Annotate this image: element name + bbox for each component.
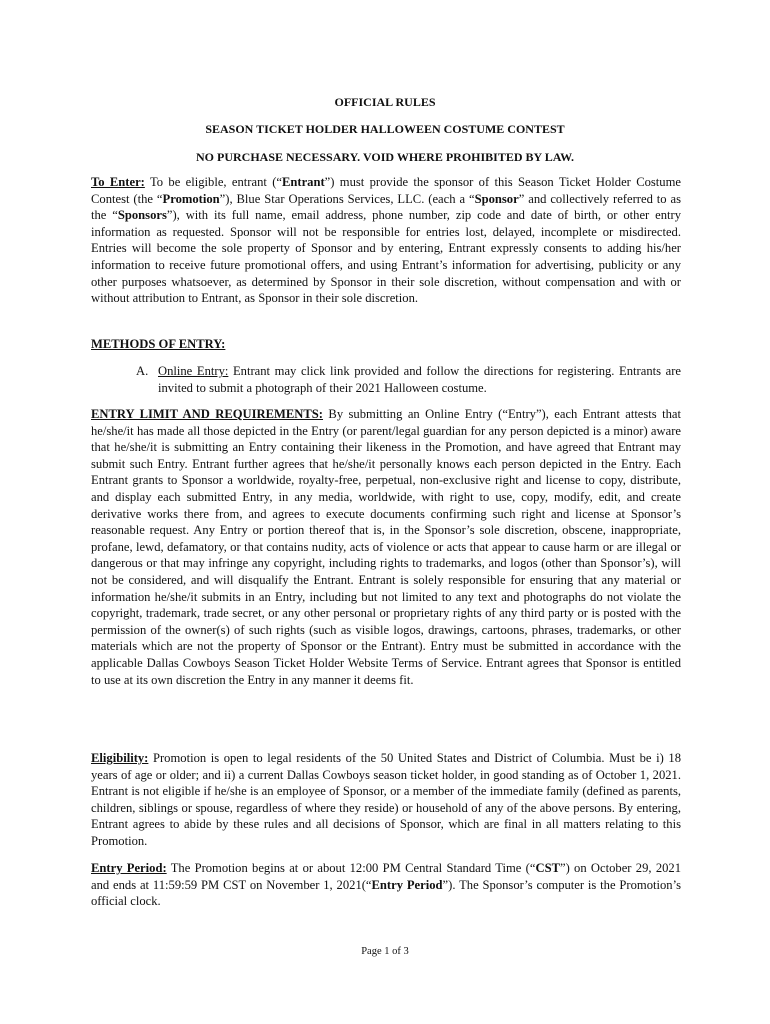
eligibility-text: Promotion is open to legal residents of the 50 United States and District of Columbia. Must be i) 18 years of age or older; and ii) a current Dallas Cowboys season ticket holder, in good standing as of October 1, 2021. Entrant is not eligible if he/she is an employee of Sponsor, or a member of the immediate family (defined as parents, children, siblings or spouse, regardless of where they reside) or household of any of the above persons. By entering, Entrant agrees to abide by these rules and all decisions of Sponsor, which are final in all matters relating to this Promotion. xyxy=(91,751,681,848)
to-enter-text-2: ”) must provide the sponsor of this Season Ticket Holder Costume Contest (the “ xyxy=(91,175,681,206)
section-entry-limit xyxy=(91,406,681,688)
section-methods-heading xyxy=(91,336,681,353)
eligibility-label: Eligibility: xyxy=(91,751,149,765)
to-enter-label: To Enter: xyxy=(91,175,145,189)
methods-item-online-entry xyxy=(158,363,681,396)
to-enter-text-4: ” and collectively referred to as the “ xyxy=(91,191,682,223)
to-enter-text-5: ”), with its full name, email address, phone number, zip code and date of birth, or other entry information as requested. Sponsor will not be responsible for entries lost, delayed, incomplete or misdirected. Entries will become the sole property of Sponsor and by entering, Entrant expressly consents to adding his/her information to receive future promotional offers, and using Entrant’s information for advertising, publicity or any other purposes whatsoever, as determined by Sponsor in their sole discretion, without compensation and with or without attribution to Entrant, as Sponsor in their sole discretion. xyxy=(91,208,682,306)
to-enter-text-3: ”), Blue Star Operations Services, LLC. (each a “ xyxy=(219,191,475,206)
online-entry-text: Entrant may click link provided and follow the directions for registering. Entrants are invited to submit a photograph of their 2021 Halloween costume. xyxy=(158,364,682,395)
title-official-rules: OFFICIAL RULES xyxy=(334,95,436,109)
term-entry-period: Entry Period xyxy=(371,877,443,892)
term-promotion: Promotion xyxy=(162,191,220,206)
term-sponsors: Sponsors xyxy=(117,208,167,223)
methods-item-marker: A. xyxy=(136,364,149,378)
entry-period-text-1: The Promotion begins at or about 12:00 PM Central Standard Time (“ xyxy=(166,861,536,875)
entry-limit-label: ENTRY LIMIT AND REQUIREMENTS: xyxy=(91,407,324,421)
term-cst: CST xyxy=(535,861,560,875)
entry-period-text-3: ”). The Sponsor’s computer is the Promotion’s official clock. xyxy=(91,877,681,909)
title-contest-name: SEASON TICKET HOLDER HALLOWEEN COSTUME CONTEST xyxy=(205,122,565,136)
methods-label: METHODS OF ENTRY: xyxy=(91,337,226,351)
entry-period-text-2: ”) on October 29, 2021 and ends at 11:59:59 PM CST on November 1, 2021(“ xyxy=(91,861,682,892)
section-eligibility xyxy=(91,750,681,850)
title-no-purchase: NO PURCHASE NECESSARY. VOID WHERE PROHIBITED BY LAW. xyxy=(196,150,574,164)
term-sponsor: Sponsor xyxy=(474,191,519,206)
to-enter-text-1: To be eligible, entrant (“ xyxy=(144,175,282,189)
entry-limit-text: By submitting an Online Entry (“Entry”), each Entrant attests that he/she/it has made all those depicted in the Entry (or parent/legal guardian for any person depicted is a minor) aware that he/she/it is submitting an Entry containing their likeness in the Promotion, and have agreed that Entrant may submit such Entry. Entrant further agrees that he/she/it personally knows each person depicted in the Entry. Each Entrant grants to Sponsor a worldwide, royalty-free, perpetual, non-exclusive right and license to copy, distribute, and display each submitted Entry, in any media, worldwide, with right to use, copy, modify, edit, and create derivative works there from, and agrees to execute documents confirming such right and license at Sponsor’s reasonable request. Any Entry or portion thereof that is, in the Sponsor’s sole discretion, obscene, inappropriate, profane, lewd, defamatory, or that contains nudity, acts of violence or acts that appear to cause harm or are illegal or dangerous or that may infringe any copyright, including rights to trademarks, and logos (other than Sponsor’s), will not be considered, and will disqualify the Entrant. Entrant is solely responsible for ensuring that any material or information he/she/it submits in an Entry, including but not limited to any text and photographs do not violate the copyright, trademark, trade secret, or any other personal or proprietary rights of any third party or is posted with the permission of the owner(s) of such rights (such as visible logos, drawings, cartoons, phrases, trademarks, or other materials which are not the property of Sponsor or the Entrant). Entry must be submitted in accordance with the applicable Dallas Cowboys Season Ticket Holder Website Terms of Service. Entrant agrees that Sponsor is entitled to use at its own discretion the Entry in any manner it deems fit. xyxy=(91,407,681,687)
online-entry-label: Online Entry: xyxy=(158,364,229,378)
page-number: Page 1 of 3 xyxy=(361,946,409,957)
section-to-enter xyxy=(91,174,681,307)
entry-period-label: Entry Period: xyxy=(91,861,167,875)
term-entrant: Entrant xyxy=(281,175,325,189)
section-entry-period xyxy=(91,860,681,910)
